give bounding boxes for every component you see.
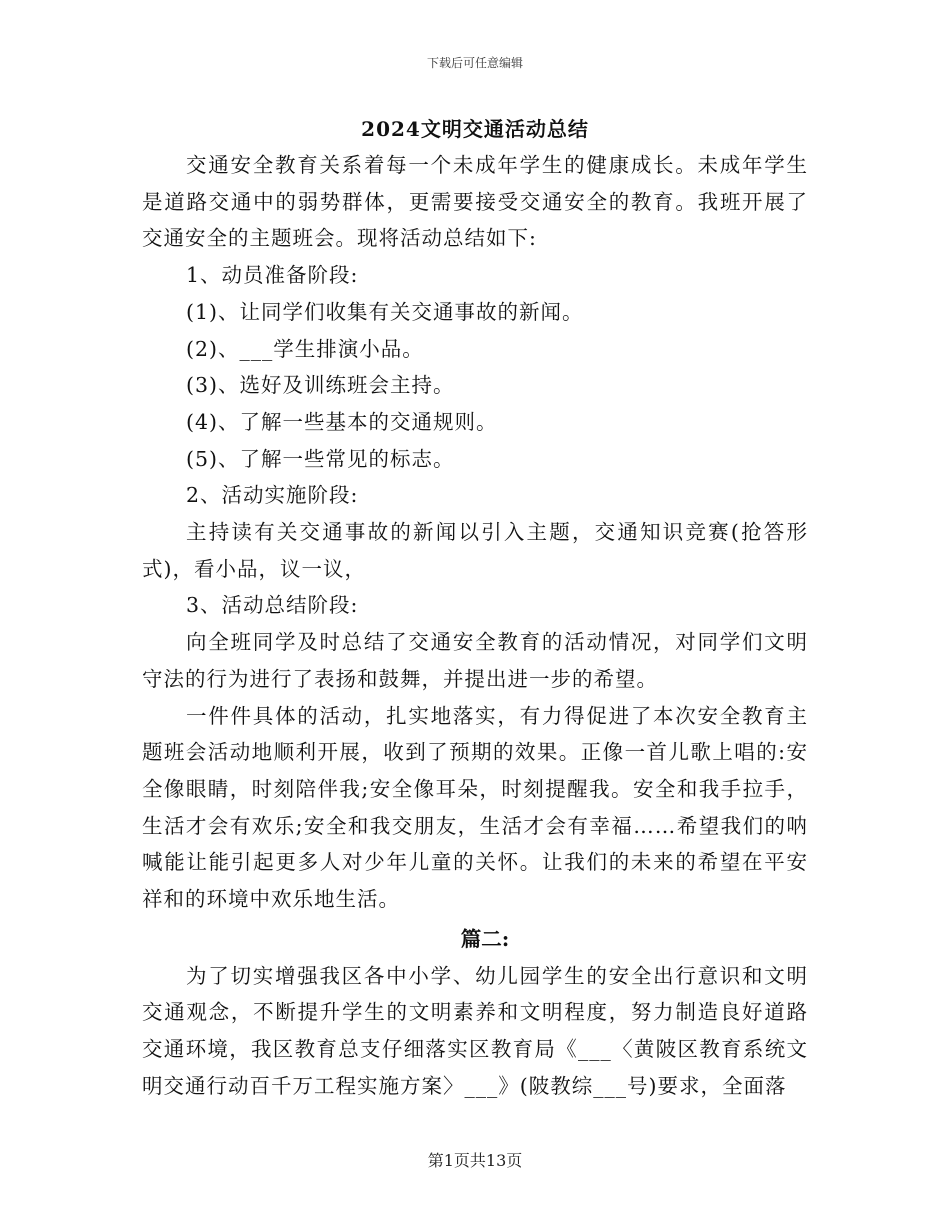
paragraph-stage-3-detail: 向全班同学及时总结了交通安全教育的活动情况，对同学们文明守法的行为进行了表扬和鼓舞，并提出进一步的希望。 [142,630,808,691]
paragraph-stage-3: 3、活动总结阶段: [186,593,359,618]
list-item: (5)、了解一些常见的标志。 [186,446,455,471]
paragraph-section-2: 为了切实增强我区各中小学、幼儿园学生的安全出行意识和文明交通观念，不断提升学生的文明素养和文明程度，努力制造良好道路交通环境，我区教育总支仔细落实区教育局《___〈黄陂区教育系统文明交通行动百千万工程实施方案〉___》(陂教综___号)要求，全面落 [142,963,808,1098]
list-item: (1)、让同学们收集有关交通事故的新闻。 [186,299,584,324]
page-footer-number: 第1页共13页 [427,1151,523,1170]
document-title: 2024文明交通活动总结 [361,117,589,141]
paragraph-stage-2-detail: 主持读有关交通事故的新闻以引入主题，交通知识竞赛(抢答形式)，看小品，议一议， [142,520,808,581]
paragraph-conclusion: 一件件具体的活动，扎实地落实，有力得促进了本次安全教育主题班会活动地顺利开展，收到了预期的效果。正像一首儿歌上唱的:安全像眼睛，时刻陪伴我;安全像耳朵，时刻提醒我。安全和我手拉手，生活才会有欢乐;安全和我交朋友，生活才会有幸福……希望我们的呐喊能让能引起更多人对少年儿童的关怀。让我们的未来的希望在平安祥和的环境中欢乐地生活。 [142,703,808,912]
paragraph-stage-2: 2、活动实施阶段: [186,483,359,508]
paragraph-intro: 交通安全教育关系着每一个未成年学生的健康成长。未成年学生是道路交通中的弱势群体，更需要接受交通安全的教育。我班开展了交通安全的主题班会。现将活动总结如下: [142,153,808,251]
list-item: (4)、了解一些基本的交通规则。 [186,409,498,434]
section-2-title: 篇二: [460,926,510,951]
list-item: (3)、选好及训练班会主持。 [186,373,455,398]
paragraph-stage-1: 1、动员准备阶段: [186,263,359,288]
document-body [142,147,808,1105]
list-item: (2)、___学生排演小品。 [186,336,424,361]
page-header-note: 下载后可任意编辑 [426,56,523,70]
